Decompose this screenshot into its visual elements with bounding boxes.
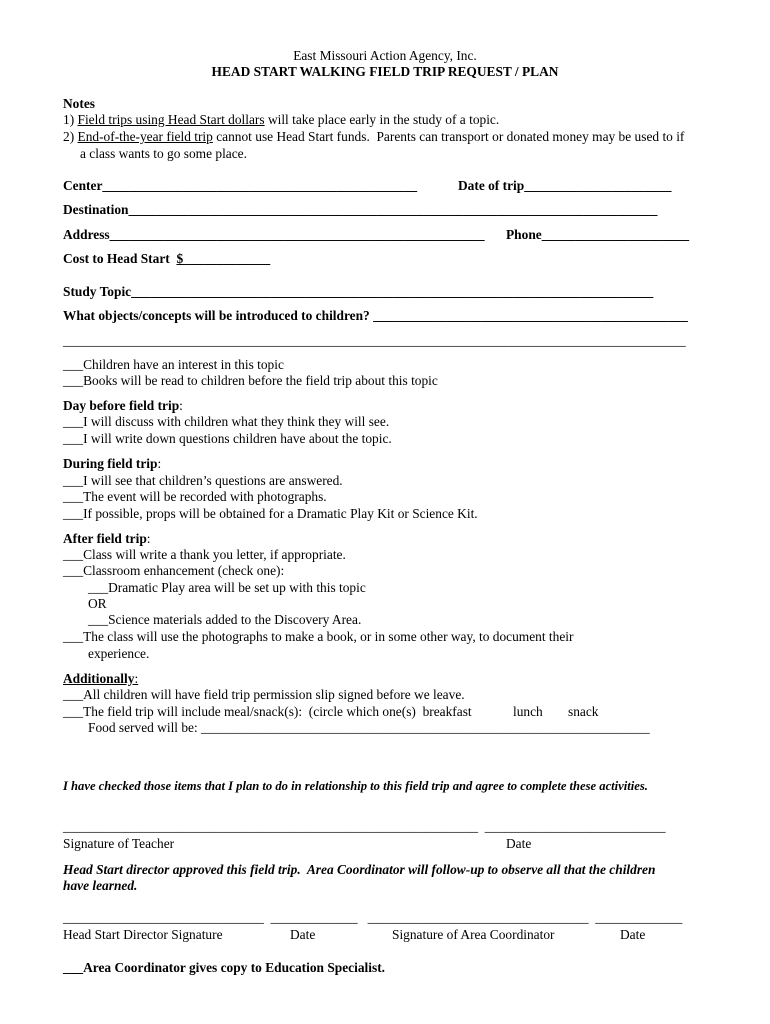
objects-field[interactable]: What objects/concepts will be introduced to children? _______________________________________________ [63, 308, 688, 323]
date-of-trip-field[interactable]: Date of trip______________________ [458, 178, 672, 193]
note-2-cont: a class wants to go some place. [80, 146, 247, 161]
after-item-5[interactable]: ___The class will use the photographs to make a book, or in some other way, to document their [63, 629, 574, 644]
during-item-2[interactable]: ___The event will be recorded with photographs. [63, 489, 327, 504]
org-name: East Missouri Action Agency, Inc. [293, 48, 477, 63]
teacher-signature-label: Signature of Teacher [63, 836, 175, 851]
during-item-1[interactable]: ___I will see that children’s questions are answered. [63, 473, 343, 488]
additionally-item-2[interactable]: ___The field trip will include meal/snack(s): (circle which one(s) breakfast [63, 704, 472, 719]
lunch-option[interactable]: lunch [513, 704, 543, 719]
after-item-4[interactable]: ___Science materials added to the Discovery Area. [88, 612, 362, 627]
food-served-field[interactable]: Food served will be: ___________________________________________________________________ [88, 720, 650, 735]
director-signature-label: Head Start Director Signature [63, 927, 223, 942]
note-2: 2) End-of-the-year field trip cannot use Head Start funds. Parents can transport or donated money may be used to if [63, 129, 685, 144]
study-topic-field[interactable]: Study Topic______________________________________________________________________________ [63, 284, 654, 299]
teacher-signature-line[interactable]: ______________________________________________________________ ___________________________ [63, 819, 666, 834]
commitment-statement: I have checked those items that I plan to do in relationship to this field trip and agree to complete these activities. [63, 779, 648, 793]
interest-item-2[interactable]: ___Books will be read to children before the field trip about this topic [63, 373, 438, 388]
after-item-5-cont: experience. [88, 646, 150, 661]
phone-field[interactable]: Phone______________________ [506, 227, 690, 242]
after-or: OR [88, 596, 107, 611]
during-item-3[interactable]: ___If possible, props will be obtained for a Dramatic Play Kit or Science Kit. [63, 506, 478, 521]
during-heading: During field trip: [63, 456, 162, 471]
approval-text-2: have learned. [63, 878, 138, 893]
day-before-item-2[interactable]: ___I will write down questions children have about the topic. [63, 431, 392, 446]
additionally-heading: Additionally: [63, 671, 139, 686]
approval-text-1: Head Start director approved this field trip. Area Coordinator will follow-up to observe all that the children [63, 862, 656, 877]
after-heading: After field trip: [63, 531, 151, 546]
notes-heading: Notes [63, 96, 95, 111]
interest-item-1[interactable]: ___Children have an interest in this topic [63, 357, 284, 372]
director-date-label: Date [290, 927, 316, 942]
objects-field-line2[interactable]: _____________________________________________________________________________________________ [63, 333, 686, 348]
coordinator-signature-label: Signature of Area Coordinator [392, 927, 555, 942]
day-before-item-1[interactable]: ___I will discuss with children what they think they will see. [63, 414, 390, 429]
center-field[interactable]: Center_______________________________________________ [63, 178, 418, 193]
cost-field[interactable]: Cost to Head Start $_____________ [63, 251, 271, 266]
after-item-2[interactable]: ___Classroom enhancement (check one): [63, 563, 285, 578]
after-item-3[interactable]: ___Dramatic Play area will be set up with this topic [88, 580, 366, 595]
additionally-item-1[interactable]: ___All children will have field trip permission slip signed before we leave. [63, 687, 465, 702]
address-field[interactable]: Address________________________________________________________ [63, 227, 485, 242]
day-before-heading: Day before field trip: [63, 398, 183, 413]
teacher-date-label: Date [506, 836, 532, 851]
form-title: HEAD START WALKING FIELD TRIP REQUEST / PLAN [211, 64, 559, 79]
copy-checkbox-item[interactable]: ___Area Coordinator gives copy to Education Specialist. [63, 960, 385, 975]
after-item-1[interactable]: ___Class will write a thank you letter, if appropriate. [63, 547, 346, 562]
snack-option[interactable]: snack [568, 704, 599, 719]
note-1: 1) Field trips using Head Start dollars will take place early in the study of a topic. [63, 112, 500, 127]
director-signature-line[interactable]: ______________________________ _____________ _________________________________ _____________ [63, 910, 683, 925]
destination-field[interactable]: Destination_______________________________________________________________________________ [63, 202, 658, 217]
coordinator-date-label: Date [620, 927, 646, 942]
